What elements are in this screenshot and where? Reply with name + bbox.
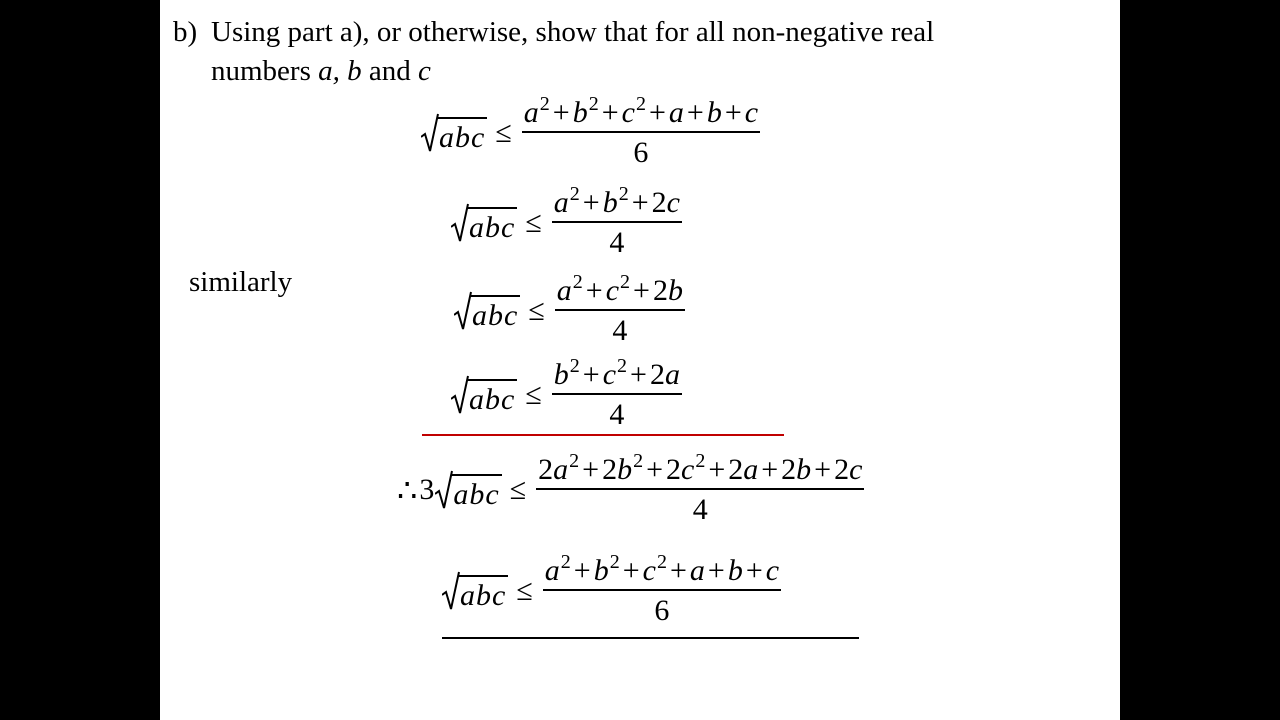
slide bbox=[160, 0, 1120, 720]
fraction bbox=[552, 183, 682, 259]
answer-underline bbox=[442, 637, 859, 639]
equation-1 bbox=[421, 93, 760, 169]
problem-line-2 bbox=[211, 57, 431, 86]
denominator: 4 bbox=[692, 493, 708, 526]
denominator: 4 bbox=[609, 226, 625, 259]
problem-line-1: Using part a), or otherwise, show that for all non-negative real bbox=[211, 16, 935, 48]
side-note-similarly: similarly bbox=[189, 266, 293, 298]
problem-line-2-prefix: numbers bbox=[211, 55, 319, 87]
problem-label: b) bbox=[173, 16, 198, 48]
therefore-symbol: ∴ bbox=[397, 472, 418, 508]
radicand: abc bbox=[470, 295, 520, 331]
problem-line-2-and: and bbox=[361, 55, 418, 87]
sqrt-abc bbox=[451, 203, 517, 243]
denominator: 6 bbox=[633, 136, 649, 169]
radicand: abc bbox=[458, 575, 508, 611]
sum-rule bbox=[422, 434, 784, 436]
fraction bbox=[522, 93, 760, 169]
leq-sign: ≤ bbox=[516, 574, 533, 607]
equation-5 bbox=[397, 450, 864, 526]
leq-sign: ≤ bbox=[509, 473, 527, 506]
denominator: 4 bbox=[609, 398, 625, 431]
fraction bbox=[555, 271, 685, 347]
sqrt-abc bbox=[442, 571, 508, 611]
sqrt-abc bbox=[421, 113, 487, 153]
radicand: abc bbox=[451, 474, 501, 510]
equation-2 bbox=[451, 183, 682, 259]
equation-6 bbox=[442, 551, 781, 627]
numerator: $a^2 + b^2 + c^2 + a + b + c$ bbox=[523, 93, 759, 129]
problem-line-2-vars: a, b bbox=[318, 55, 362, 87]
leq-sign: ≤ bbox=[528, 294, 545, 327]
leq-sign: ≤ bbox=[495, 116, 512, 149]
radicand: abc bbox=[467, 379, 517, 415]
leq-sign: ≤ bbox=[525, 378, 542, 411]
equation-3 bbox=[454, 271, 685, 347]
numerator: $2a^2 + 2b^2 + 2c^2 + 2a + 2b + 2c$ bbox=[538, 450, 863, 486]
radicand: abc bbox=[437, 117, 487, 153]
equation-4 bbox=[451, 355, 682, 431]
radicand: abc bbox=[467, 207, 517, 243]
numerator: $a^2 + c^2 + 2b$ bbox=[556, 271, 683, 307]
sqrt-abc bbox=[454, 291, 520, 331]
fraction bbox=[536, 450, 864, 526]
denominator: 6 bbox=[654, 594, 670, 627]
numerator: $a^2 + b^2 + c^2 + a + b + c$ bbox=[544, 551, 780, 587]
coefficient: 3 bbox=[419, 473, 435, 506]
sqrt-abc bbox=[435, 470, 501, 510]
denominator: 4 bbox=[612, 314, 628, 347]
numerator: $a^2 + b^2 + 2c$ bbox=[553, 183, 680, 219]
leq-sign: ≤ bbox=[525, 206, 542, 239]
fraction bbox=[552, 355, 682, 431]
problem-line-2-last: c bbox=[418, 55, 431, 87]
numerator: $b^2 + c^2 + 2a$ bbox=[553, 355, 680, 391]
fraction bbox=[543, 551, 781, 627]
sqrt-abc bbox=[451, 375, 517, 415]
